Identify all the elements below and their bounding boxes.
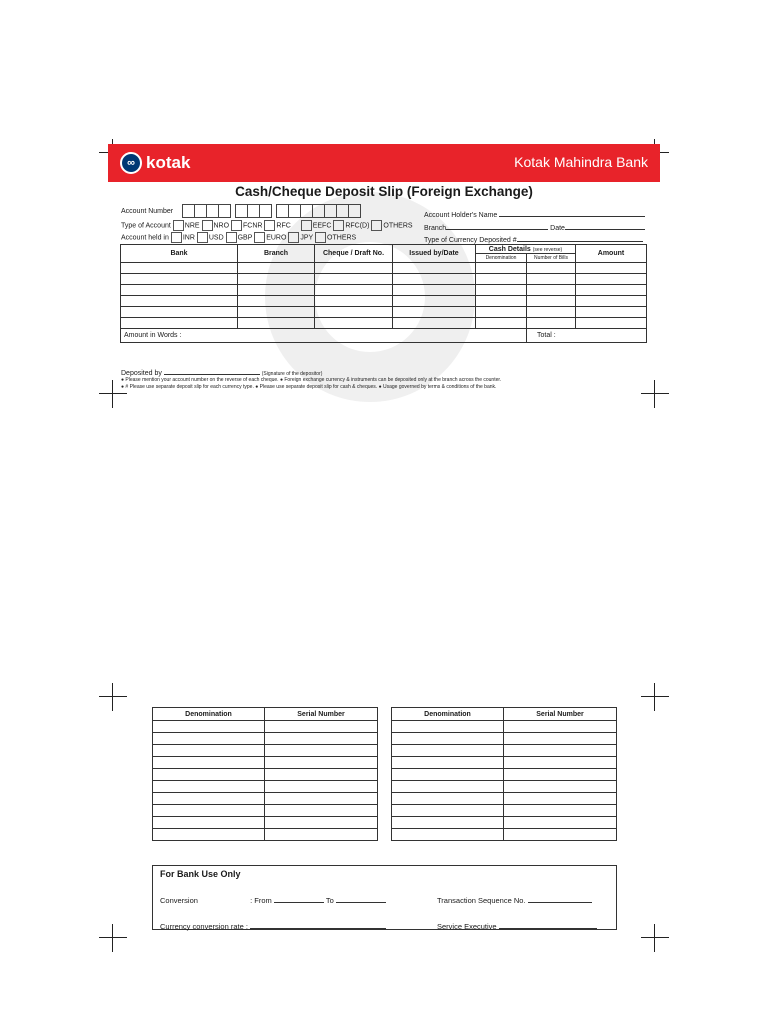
date-label: Date <box>550 225 565 232</box>
header-issued: Issued by/Date <box>393 245 476 263</box>
account-holder-input[interactable] <box>499 207 645 217</box>
table-row[interactable] <box>392 745 617 757</box>
table-row[interactable] <box>392 721 617 733</box>
header-denomination: Denomination <box>476 254 527 263</box>
header-cash-details <box>476 245 576 254</box>
branch-date-row <box>424 220 645 232</box>
table-row[interactable] <box>121 307 647 318</box>
table-row[interactable] <box>392 733 617 745</box>
note-2: ● # Please use separate deposit slip for each currency type. ● Please use separate deposit slip for cash & cheques. ● Usage governed by terms & conditions of the bank. <box>121 384 497 390</box>
account-number-label: Account Number <box>121 207 174 215</box>
header-serial-number: Serial Number <box>265 708 378 721</box>
header-branch: Branch <box>238 245 315 263</box>
crop-mark <box>99 924 127 952</box>
checkbox-usd[interactable] <box>197 232 208 243</box>
currency-type-label: Type of Currency Deposited # <box>424 237 517 244</box>
type-of-account-label: Type of Account <box>121 222 171 230</box>
table-row[interactable] <box>153 733 378 745</box>
option-label: EEFC <box>312 222 332 230</box>
option-label: OTHERS <box>327 234 357 242</box>
crop-mark <box>641 380 669 408</box>
table-row[interactable] <box>121 274 647 285</box>
table-row[interactable] <box>153 829 378 841</box>
table-row[interactable] <box>153 721 378 733</box>
crop-mark <box>641 683 669 711</box>
option-label: INR <box>182 234 195 242</box>
account-holder-label: Account Holder's Name <box>424 212 498 219</box>
table-row[interactable] <box>392 793 617 805</box>
option-label: USD <box>208 234 224 242</box>
option-label: GBP <box>237 234 253 242</box>
cash-details-label: Cash Details <box>488 245 531 253</box>
checkbox-jpy[interactable] <box>288 232 299 243</box>
from-label: : From <box>250 896 272 905</box>
table-row[interactable] <box>121 285 647 296</box>
account-number-row <box>121 204 360 218</box>
bank-use-title: For Bank Use Only <box>160 869 241 879</box>
checkbox-others-currency[interactable] <box>315 232 326 243</box>
currency-type-input[interactable] <box>517 232 643 242</box>
serial-table-right <box>391 707 617 841</box>
bank-name: Kotak Mahindra Bank <box>514 154 648 170</box>
service-executive-label: Service Executive <box>437 922 497 931</box>
option-label: OTHERS <box>383 222 413 230</box>
kotak-logo <box>120 152 190 174</box>
table-row[interactable] <box>392 757 617 769</box>
branch-input[interactable] <box>446 220 548 230</box>
date-input[interactable] <box>565 220 645 230</box>
branch-label: Branch <box>424 225 447 232</box>
header-bank: Bank <box>121 245 238 263</box>
checkbox-inr[interactable] <box>171 232 182 243</box>
table-row[interactable] <box>392 769 617 781</box>
cash-details-note: (see reverse) <box>532 246 563 253</box>
table-row[interactable] <box>153 745 378 757</box>
crop-mark <box>641 924 669 952</box>
conversion-rate-input[interactable] <box>250 919 386 929</box>
serial-table-left <box>152 707 378 841</box>
checkbox-others[interactable] <box>371 220 382 231</box>
deposited-by-row <box>121 365 322 377</box>
currency-type-row <box>424 232 643 244</box>
bank-use-box <box>152 865 617 930</box>
transaction-seq-input[interactable] <box>528 893 592 903</box>
from-input[interactable] <box>274 893 324 903</box>
note-1: ● Please mention your account number on the reverse of each cheque. ● Foreign exchange currency & instruments can be deposited only at the branch across the counter. <box>121 377 502 383</box>
checkbox-gbp[interactable] <box>226 232 237 243</box>
table-row[interactable] <box>153 817 378 829</box>
table-row[interactable] <box>153 757 378 769</box>
header-number-of-bills: Number of Bills <box>527 254 576 263</box>
deposited-by-label: Deposited by <box>121 370 162 377</box>
checkbox-eefc[interactable] <box>301 220 312 231</box>
signature-input[interactable] <box>164 365 260 375</box>
option-label: RFC(D) <box>345 222 370 230</box>
transaction-seq-label: Transaction Sequence No. <box>437 896 526 905</box>
table-row[interactable] <box>153 805 378 817</box>
infinity-icon: ∞ <box>120 152 142 174</box>
amount-in-words[interactable]: Amount in Words : <box>121 329 527 343</box>
checkbox-nro[interactable] <box>202 220 213 231</box>
option-label: NRE <box>184 222 200 230</box>
header-denomination: Denomination <box>392 708 504 721</box>
table-row[interactable] <box>153 781 378 793</box>
table-row[interactable] <box>153 769 378 781</box>
header-denomination: Denomination <box>153 708 265 721</box>
conversion-rate-label: Currency conversion rate : <box>160 922 248 931</box>
checkbox-rfc[interactable] <box>264 220 275 231</box>
checkbox-rfcd[interactable] <box>333 220 344 231</box>
to-input[interactable] <box>336 893 386 903</box>
checkbox-fcnr[interactable] <box>231 220 242 231</box>
header-serial-number: Serial Number <box>504 708 617 721</box>
account-number-field[interactable] <box>182 208 360 215</box>
checkbox-euro[interactable] <box>254 232 265 243</box>
page-title: Cash/Cheque Deposit Slip (Foreign Exchange) <box>235 184 533 199</box>
table-row[interactable] <box>121 263 647 274</box>
account-held-in-row <box>121 232 356 243</box>
option-label: FCNR <box>243 222 263 230</box>
table-row[interactable] <box>392 781 617 793</box>
service-executive-input[interactable] <box>499 919 597 929</box>
option-label: JPY <box>300 234 314 242</box>
signature-note: (Signature of the depositor) <box>261 371 323 377</box>
deposit-table <box>120 244 647 343</box>
table-row[interactable] <box>121 296 647 307</box>
option-label: NRO <box>213 222 230 230</box>
account-holder-row <box>424 207 645 219</box>
table-row[interactable] <box>121 318 647 329</box>
account-held-in-label: Account held in <box>121 234 169 242</box>
table-row[interactable] <box>153 793 378 805</box>
table-row[interactable] <box>392 829 617 841</box>
table-row[interactable] <box>392 817 617 829</box>
conversion-label: Conversion <box>160 896 198 905</box>
logo-text: kotak <box>146 153 191 172</box>
crop-mark <box>99 683 127 711</box>
to-label: To <box>325 896 334 905</box>
option-label: RFC <box>276 222 291 230</box>
type-of-account-row <box>121 220 413 231</box>
total-field[interactable]: Total : <box>527 329 647 343</box>
checkbox-nre[interactable] <box>173 220 184 231</box>
table-row[interactable] <box>392 805 617 817</box>
header-cheque: Cheque / Draft No. <box>315 245 393 263</box>
header-amount: Amount <box>576 245 647 263</box>
option-label: EURO <box>266 234 287 242</box>
header-banner <box>108 144 660 182</box>
